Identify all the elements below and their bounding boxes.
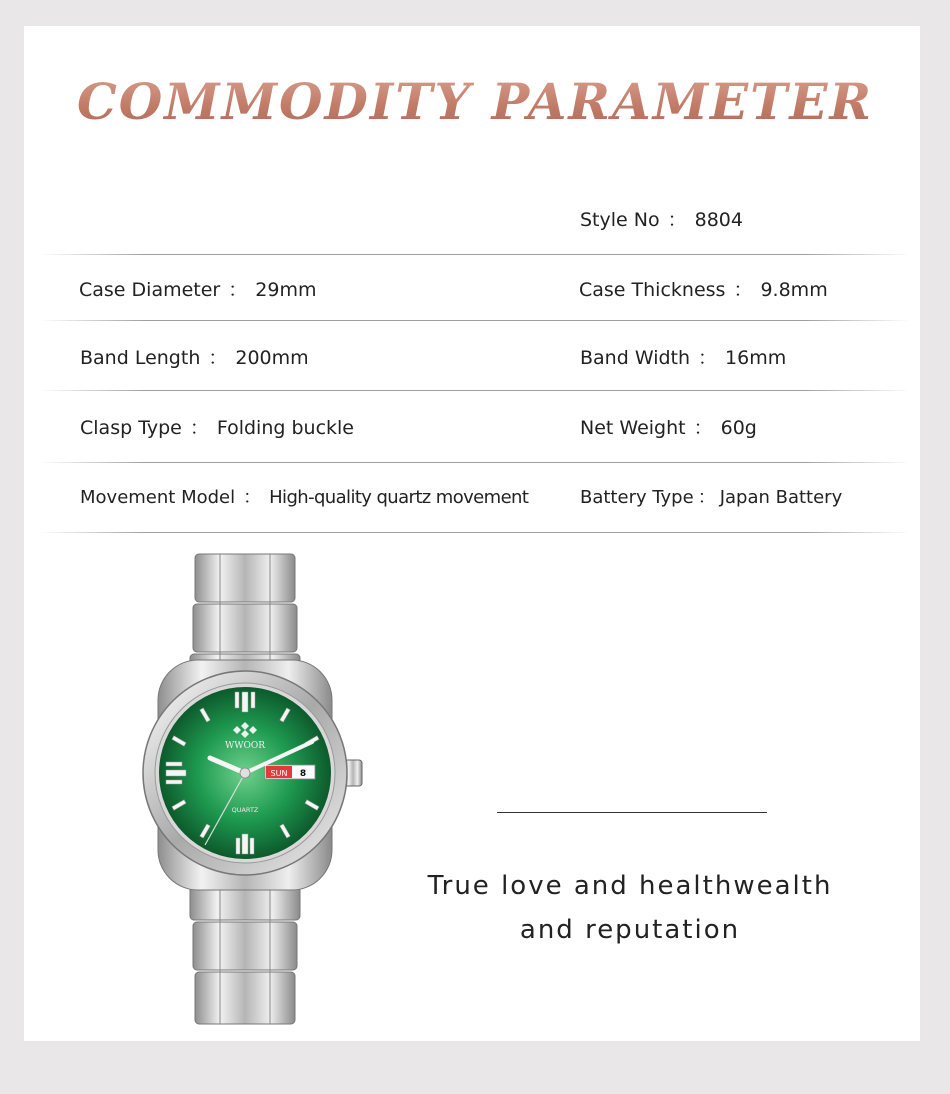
param-separator: ： [189,417,209,439]
dial-text: QUARTZ [231,806,259,814]
param-case-thickness [579,275,828,302]
param-value: 29mm [255,279,317,301]
param-separator: ： [697,487,716,508]
param-separator: ： [228,279,248,301]
param-label: Case Thickness [579,279,726,301]
param-value: Folding buckle [216,417,354,439]
param-label: Band Width [580,347,691,369]
param-separator: ： [208,347,228,369]
param-value: 8804 [694,209,743,231]
param-separator: ： [693,417,713,439]
param-clasp-type [80,413,354,440]
watch-image [140,550,370,1030]
day-date-window [265,765,315,779]
param-label: Movement Model [80,487,236,508]
slogan-line-1: True love and healthwealth [427,871,833,901]
param-label: Battery Type [580,487,694,508]
param-label: Clasp Type [80,417,182,439]
param-value: Japan Battery [719,487,843,508]
param-case-diameter [79,275,316,302]
param-style-no [580,205,743,232]
day-label: SUN [270,769,288,778]
param-band-width [580,343,786,370]
param-value: 9.8mm [760,279,828,301]
param-label: Band Length [80,347,201,369]
param-movement-model [80,483,528,509]
brand-name: WWOOR [224,741,266,751]
param-separator: ： [698,347,718,369]
param-separator: ： [667,209,687,231]
date-label: 8 [299,769,307,779]
divider [40,532,910,533]
param-label: Case Diameter [79,279,221,301]
page-title: COMMODITY PARAMETER [0,72,950,131]
param-label: Net Weight [580,417,686,439]
param-value: High-quality quartz movement [269,487,529,508]
slogan-divider [497,812,767,813]
param-separator: ： [733,279,753,301]
slogan-line-2: and reputation [519,915,741,945]
param-net-weight [580,413,757,440]
param-value: 200mm [235,347,309,369]
param-band-length [80,343,309,370]
divider [40,462,910,463]
divider [40,320,910,321]
divider [40,254,910,255]
param-value: 16mm [725,347,787,369]
divider [40,390,910,391]
param-label: Style No [580,209,660,231]
param-battery-type [580,483,842,509]
lower-band [190,880,300,1024]
param-separator: ： [243,487,262,508]
param-value: 60g [720,417,757,439]
